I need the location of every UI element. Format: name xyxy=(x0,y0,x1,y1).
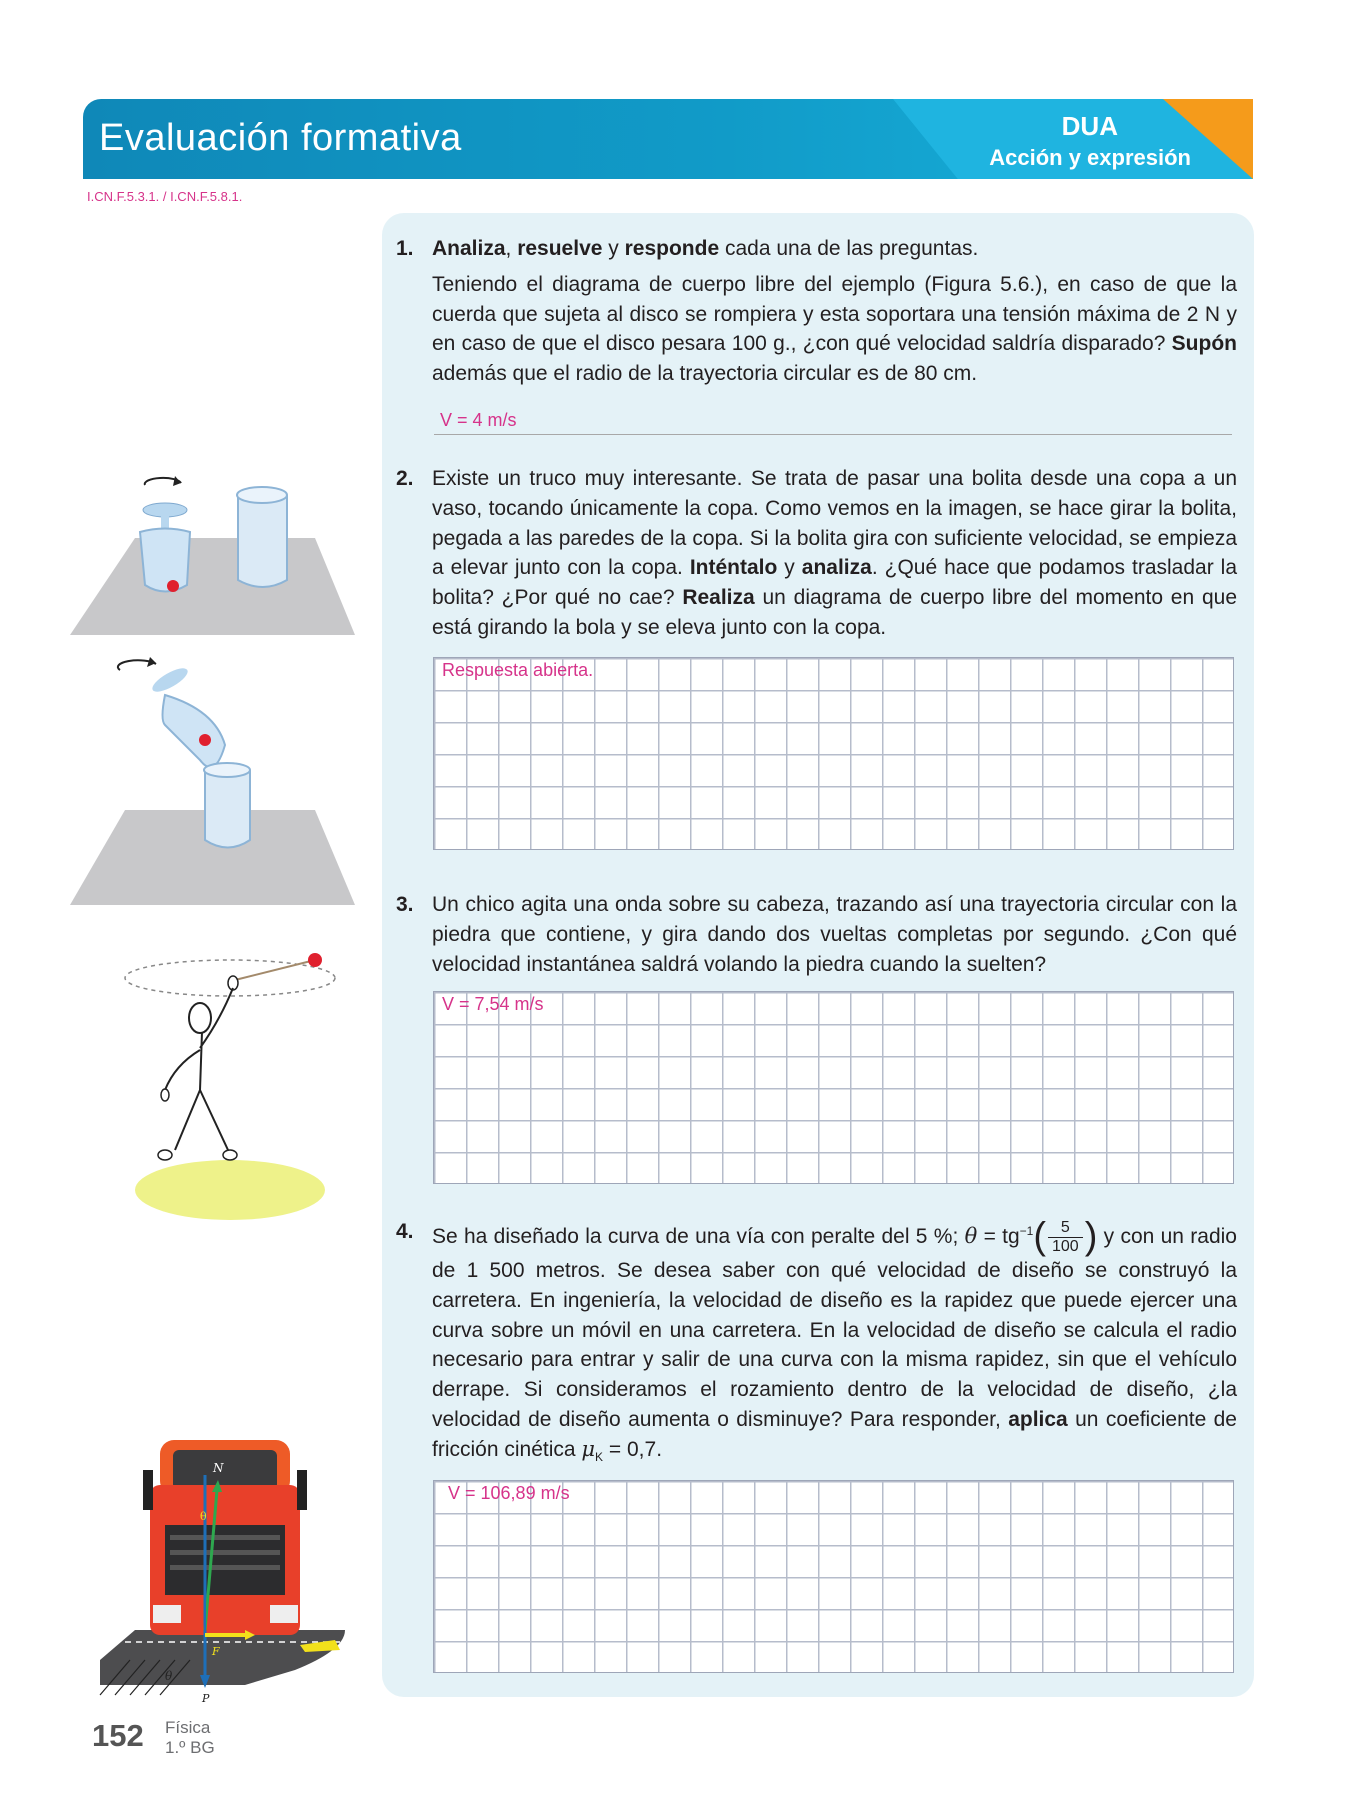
indicator-codes: I.CN.F.5.3.1. / I.CN.F.5.8.1. xyxy=(87,189,243,204)
answer-grid-4[interactable] xyxy=(433,1480,1234,1673)
dua-subtitle: Acción y expresión xyxy=(989,145,1191,170)
dua-label: DUA xyxy=(1061,111,1118,141)
question-4-text: Se ha diseñado la curva de una vía con peralte del 5 %; $\theta = tg^{-1}$( $\frac{5}{100}$ ) y con un radio de 1 500 metros. Se desea saber con qué velocidad de diseño se construyó la carretera. En ingeniería, la velocidad de diseño es la rapidez que puede ejercer una curva sobre un móvil en una carretera. En la velocidad de diseño se calcula el radio necesario para entrar y salir de una curva con la misma rapidez, sin que el vehículo derrape. Si consideramos el rozamiento dentro de la velocidad de diseño, ¿la velocidad de diseño aumenta o disminuye? Para responder, aplica un coeficiente de fricción cinética $\mu_K = 0,7$. xyxy=(432,1215,1237,1464)
answer-1: V = 4 m/s xyxy=(440,410,517,430)
question-3-text: Un chico agita una onda sobre su cabeza, trazando así una trayectoria circular con la piedra que contiene, y gira dando dos vueltas completas por segundo. ¿Con qué velocidad instantánea saldrá volando la piedra cuando la suelten? xyxy=(432,893,1237,976)
answer-2: Respuesta abierta. xyxy=(442,660,594,680)
sling-boy-illustration xyxy=(100,950,360,1200)
answer-4: V = 106,89 m/s xyxy=(448,1483,570,1503)
answer-line-1[interactable] xyxy=(434,410,1232,435)
cup-glass-illustration-1 xyxy=(65,470,365,650)
truck-banked-curve-illustration xyxy=(95,1430,355,1705)
friction-force-label: F xyxy=(212,1645,220,1658)
cup-glass-illustration-2 xyxy=(65,645,365,905)
theta-symbol: θ xyxy=(964,1224,978,1248)
question-1-text: Teniendo el diagrama de cuerpo libre del ejemplo (Figura 5.6.), en caso de que la cuerda que sujeta al disco se rompiera y esta soportara una tensión máxima de 2 N y en caso de que el disco pesara 100 g., ¿con qué velocidad saldría disparado? Supón además que el radio de la trayectoria circular es de 80 cm. xyxy=(432,272,1237,386)
question-number: 3. xyxy=(396,893,414,916)
section-title: Evaluación formativa xyxy=(99,117,462,159)
subject-name: Física xyxy=(165,1718,211,1737)
section-header xyxy=(83,99,1253,179)
question-number: 1. xyxy=(396,237,414,260)
answer-3: V = 7,54 m/s xyxy=(442,994,544,1014)
question-number: 2. xyxy=(396,467,414,490)
mu-symbol: μ xyxy=(581,1436,596,1461)
question-1-intro: Analiza, resuelve y responde cada una de las preguntas. xyxy=(432,237,979,260)
grade-label: 1.º BG xyxy=(165,1738,215,1757)
answer-grid-2[interactable] xyxy=(433,657,1234,850)
normal-force-label: N xyxy=(213,1461,224,1475)
subject-label xyxy=(165,1718,215,1758)
answer-grid-3[interactable] xyxy=(433,991,1234,1184)
page-number: 152 xyxy=(92,1718,144,1753)
angle-label-bottom: θ xyxy=(165,1669,173,1683)
fraction: $\frac{5}{100}$ xyxy=(1048,1219,1083,1256)
angle-label-top: θ xyxy=(200,1510,207,1523)
question-2-text: Existe un truco muy interesante. Se trata de pasar una bolita desde una copa a un vaso, tocando únicamente la copa. Como vemos en la imagen, se hace girar la bolita, pegada a las paredes de la copa. Si la bolita gira con suficiente velocidad, se empieza a elevar junto con la copa. Inténtalo y analiza. ¿Qué hace que podamos trasladar la bolita? ¿Por qué no cae? Realiza un diagrama de cuerpo libre del momento en que está girando la bola y se eleva junto con la copa. xyxy=(432,467,1238,639)
weight-force-label: P xyxy=(202,1692,210,1705)
question-number: 4. xyxy=(396,1220,414,1243)
